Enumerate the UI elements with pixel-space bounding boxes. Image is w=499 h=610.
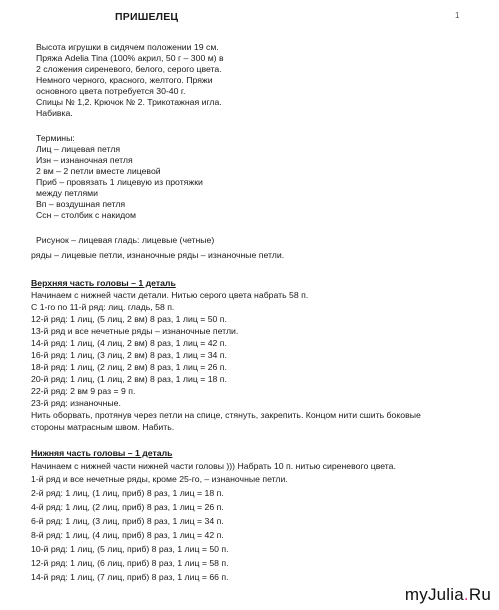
- instruction-line: 16-й ряд: 1 лиц, (3 лиц, 2 вм) 8 раз, 1 лиц = 34 п.: [31, 350, 227, 360]
- instruction-line: 23-й ряд: изнаночные.: [31, 398, 121, 408]
- intro-line: Набивка.: [36, 108, 73, 118]
- watermark-logo: [405, 585, 491, 605]
- instruction-line: 12-й ряд: 1 лиц, (6 лиц, приб) 8 раз, 1 лиц = 58 п.: [31, 558, 229, 568]
- instruction-line: С 1-го по 11-й ряд: лиц. гладь, 58 п.: [31, 302, 175, 312]
- terms-heading: Термины:: [36, 133, 75, 143]
- watermark-dot: .: [463, 585, 469, 604]
- term-item: Вп – воздушная петля: [36, 199, 126, 209]
- section-heading-upper-head: Верхняя часть головы – 1 деталь: [31, 278, 176, 288]
- instruction-line: 12-й ряд: 1 лиц, (5 лиц, 2 вм) 8 раз, 1 лиц = 50 п.: [31, 314, 227, 324]
- instruction-line: 8-й ряд: 1 лиц, (4 лиц, приб) 8 раз, 1 лиц = 42 п.: [31, 530, 224, 540]
- pattern-description-continued: ряды – лицевые петли, изнаночные ряды – изнаночные петли.: [31, 250, 285, 260]
- instruction-line: 14-й ряд: 1 лиц, (4 лиц, 2 вм) 8 раз, 1 лиц = 42 п.: [31, 338, 227, 348]
- term-item: Ссн – столбик с накидом: [36, 210, 136, 220]
- instruction-line: 2-й ряд: 1 лиц, (1 лиц, приб) 8 раз, 1 лиц = 18 п.: [31, 488, 224, 498]
- term-item: между петлями: [36, 188, 98, 198]
- watermark-text: myJulia: [404, 585, 464, 604]
- instruction-line: 4-й ряд: 1 лиц, (2 лиц, приб) 8 раз, 1 лиц = 26 п.: [31, 502, 224, 512]
- instruction-line: 22-й ряд: 2 вм 9 раз = 9 п.: [31, 386, 136, 396]
- term-item: 2 вм – 2 петли вместе лицевой: [36, 166, 161, 176]
- instruction-line: 14-й ряд: 1 лиц, (7 лиц, приб) 8 раз, 1 лиц = 66 п.: [31, 572, 229, 582]
- term-item: Изн – изнаночная петля: [36, 155, 133, 165]
- instruction-line: 13-й ряд и все нечетные ряды – изнаночные петли.: [31, 326, 239, 336]
- instruction-line: 6-й ряд: 1 лиц, (3 лиц, приб) 8 раз, 1 лиц = 34 п.: [31, 516, 224, 526]
- instruction-line: Начинаем с нижней части детали. Нитью серого цвета набрать 58 п.: [31, 290, 309, 300]
- document-title: ПРИШЕЛЕЦ: [115, 11, 179, 23]
- intro-line: 2 сложения сиреневого, белого, серого цвета.: [36, 64, 222, 74]
- instruction-line: 20-й ряд: 1 лиц, (1 лиц, 2 вм) 8 раз, 1 лиц = 18 п.: [31, 374, 227, 384]
- intro-line: Спицы № 1,2. Крючок № 2. Трикотажная игла.: [36, 97, 222, 107]
- instruction-line: Начинаем с нижней части нижней части головы ))) Набрать 10 п. нитью сиреневого цвета.: [31, 461, 396, 471]
- section-heading-lower-head: Нижняя часть головы – 1 деталь: [31, 448, 173, 458]
- instruction-line: 18-й ряд: 1 лиц, (2 лиц, 2 вм) 8 раз, 1 лиц = 26 п.: [31, 362, 227, 372]
- intro-line: Немного черного, красного, желтого. Пряжи: [36, 75, 213, 85]
- pattern-description: Рисунок – лицевая гладь: лицевые (четные): [36, 235, 215, 245]
- page-number: 1: [455, 11, 460, 20]
- term-item: Лиц – лицевая петля: [36, 144, 121, 154]
- instruction-line: Нить оборвать, протянув через петли на спице, стянуть, закрепить. Концом нити сшить боковые: [31, 410, 421, 420]
- intro-line: Пряжа Adelia Tina (100% акрил, 50 г – 300 м) в: [36, 53, 224, 63]
- instruction-line: стороны матрасным швом. Набить.: [31, 422, 175, 432]
- instruction-line: 10-й ряд: 1 лиц, (5 лиц, приб) 8 раз, 1 лиц = 50 п.: [31, 544, 229, 554]
- term-item: Приб – провязать 1 лицевую из протяжки: [36, 177, 203, 187]
- watermark-text: Ru: [468, 585, 491, 604]
- intro-line: основного цвета потребуется 30-40 г.: [36, 86, 186, 96]
- intro-line: Высота игрушки в сидячем положении 19 см.: [36, 42, 219, 52]
- instruction-line: 1-й ряд и все нечетные ряды, кроме 25-го, – изнаночные петли.: [31, 474, 288, 484]
